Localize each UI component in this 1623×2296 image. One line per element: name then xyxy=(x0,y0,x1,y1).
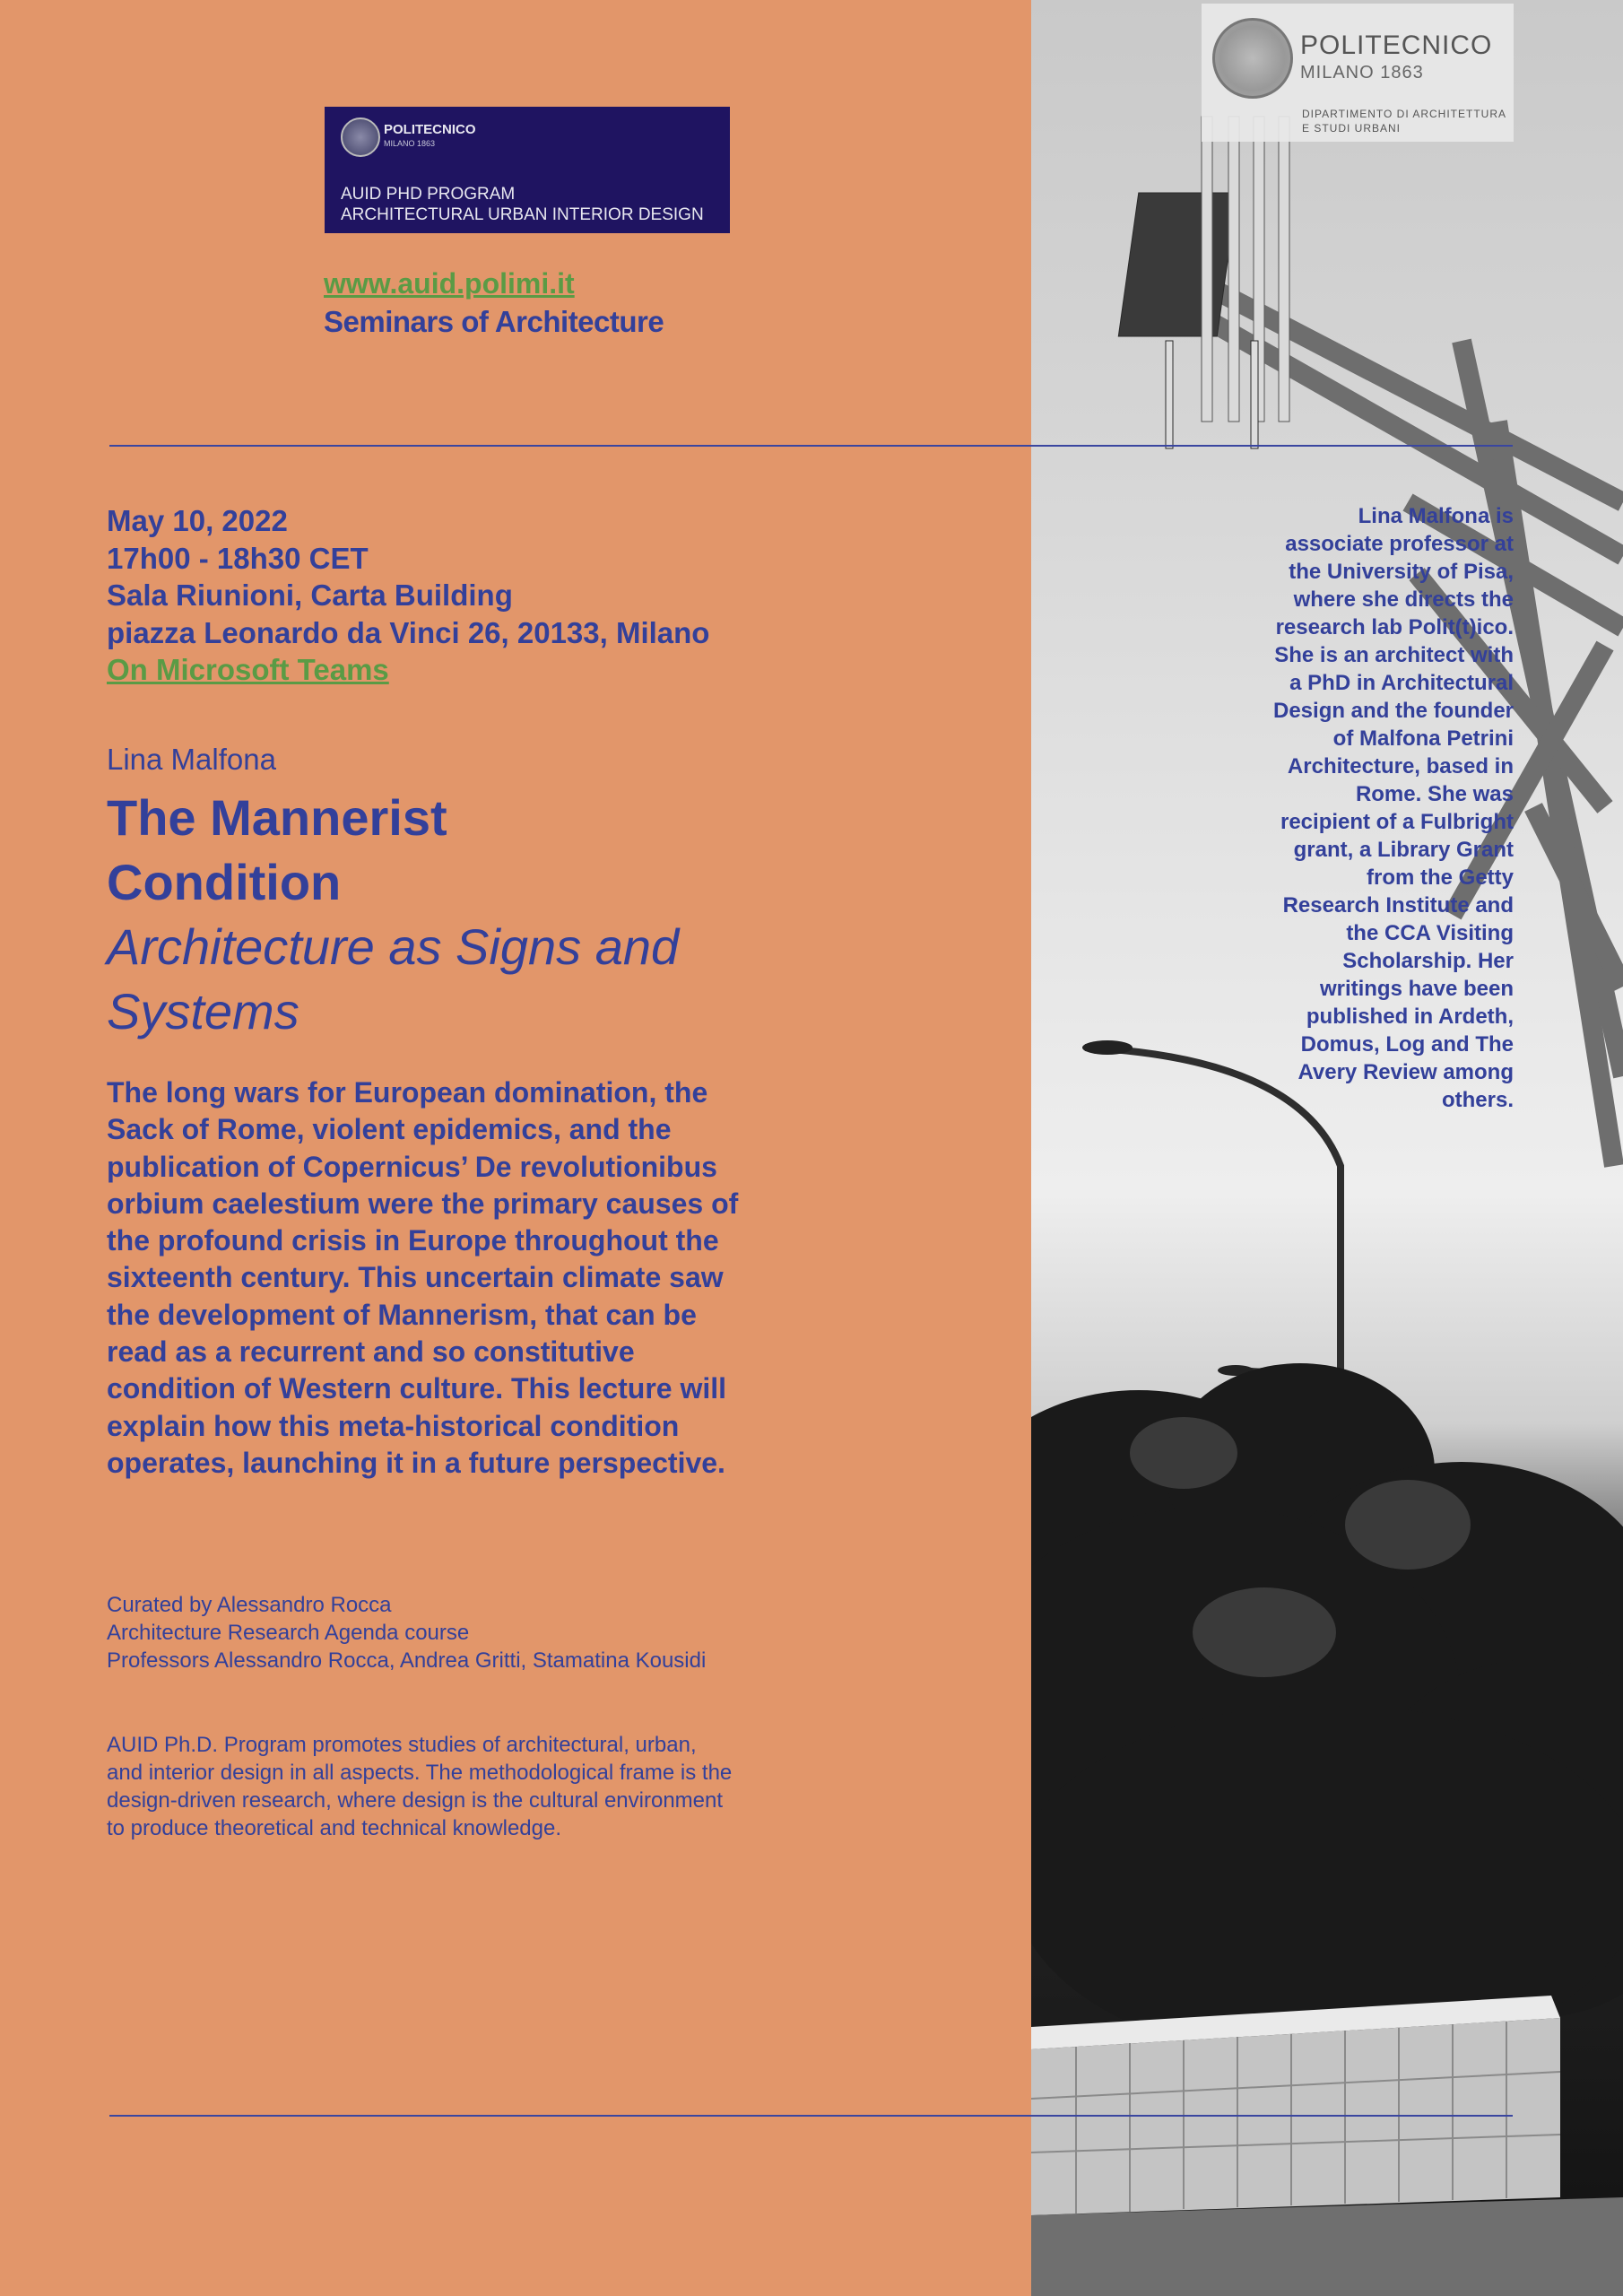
lecture-subtitle xyxy=(107,915,752,1044)
series-title: Seminars of Architecture xyxy=(324,305,664,338)
logo-dept-line1: DIPARTIMENTO DI ARCHITETTURA xyxy=(1302,108,1507,120)
logo-title: POLITECNICO xyxy=(1300,30,1493,60)
curator: Curated by Alessandro Rocca xyxy=(107,1593,392,1617)
program-logo-subtitle: MILANO 1863 xyxy=(384,139,436,148)
top-divider xyxy=(109,445,1513,447)
logo-subtitle: MILANO 1863 xyxy=(1300,63,1424,83)
lecture-abstract: The long wars for European domination, the Sack of Rome, violent epidemics, and the publication of Copernicus’ De revolutionibus orbium caelestium were the primary causes of the profound crisis in Europe throughout the sixteenth century. This uncertain climate saw the development of Mannerism, that can be read as a recurrent and so constitutive condition of Western culture. This lecture will explain how this meta-historical condition operates, launching it in a future perspective. xyxy=(107,1076,739,1479)
course: Architecture Research Agenda course xyxy=(107,1621,470,1645)
politecnico-seal-icon xyxy=(341,117,380,157)
lecture-title-line1: The Mannerist xyxy=(107,789,447,846)
professors: Professors Alessandro Rocca, Andrea Gritti, Stamatina Kousidi xyxy=(107,1648,707,1673)
program-description: AUID Ph.D. Program promotes studies of architectural, urban, and interior design in all aspects. The methodological frame is the design-driven research, where design is the cultural environment to produce theoretical and technical knowledge. xyxy=(107,1733,733,1840)
event-info xyxy=(107,502,709,689)
program-logo-title: POLITECNICO xyxy=(384,122,476,137)
lecture-title xyxy=(107,786,447,915)
lecture-subtitle-line2: Systems xyxy=(107,983,299,1039)
website-link[interactable]: www.auid.polimi.it xyxy=(324,267,575,300)
event-date: May 10, 2022 xyxy=(107,504,288,537)
photo-illustration xyxy=(1031,0,1623,2296)
bottom-divider xyxy=(109,2115,1513,2117)
logo-dept-line2: E STUDI URBANI xyxy=(1302,122,1402,135)
photo-panel xyxy=(1031,0,1623,2296)
event-time: 17h00 - 18h30 CET xyxy=(107,541,369,575)
speaker-bio: Lina Malfona is associate professor at the University of Pisa, where she directs the research lab Polit(t)ico. She is an architect with a PhD in Architectural Design and the founder of Malfona Petrini Architecture, based in Rome. She was recipient of a Fulbright grant, a Library Grant from the Getty Research Institute and the CCA Visiting Scholarship. Her writings have been published in Ardeth, Domus, Log and The Avery Review among others. xyxy=(1273,504,1515,1112)
event-room: Sala Riunioni, Carta Building xyxy=(107,578,513,612)
teams-link[interactable]: On Microsoft Teams xyxy=(107,653,389,686)
lecture-subtitle-line1: Architecture as Signs and xyxy=(107,918,680,975)
politecnico-dastu-logo xyxy=(1202,4,1514,142)
speaker-name: Lina Malfona xyxy=(107,743,276,776)
politecnico-seal-icon xyxy=(1212,18,1293,99)
program-name-line1: AUID PHD PROGRAM xyxy=(341,185,516,204)
event-address: piazza Leonardo da Vinci 26, 20133, Milano xyxy=(107,615,710,649)
program-name-line2: ARCHITECTURAL URBAN INTERIOR DESIGN xyxy=(341,205,704,224)
auid-program-logo xyxy=(325,107,730,233)
credits xyxy=(107,1591,752,1674)
lecture-title-line2: Condition xyxy=(107,854,342,910)
